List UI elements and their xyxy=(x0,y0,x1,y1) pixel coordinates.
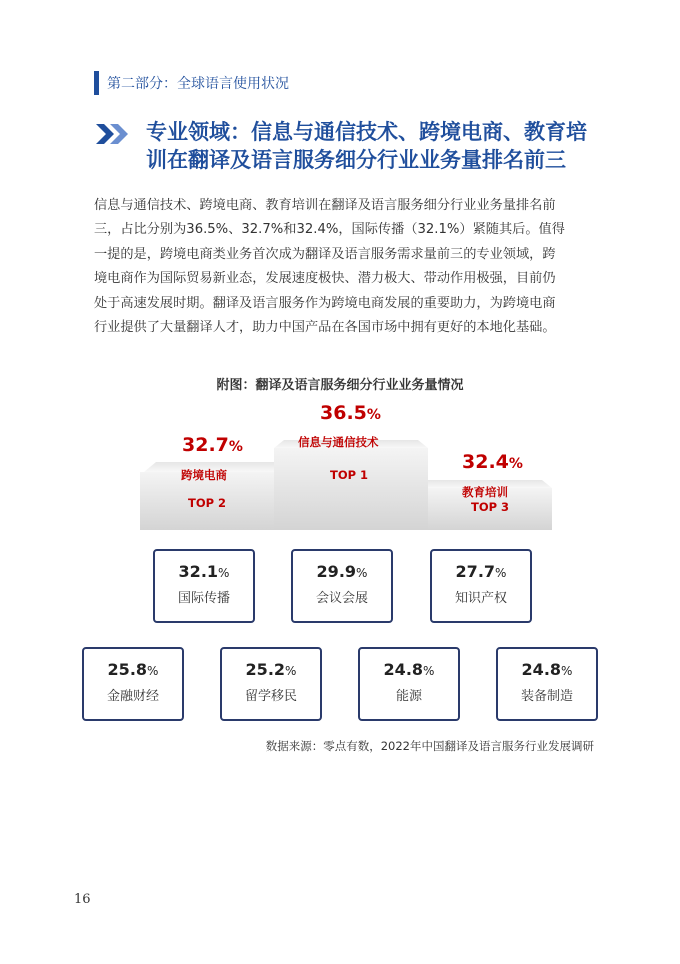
body-line: 境电商作为国际贸易新业态，发展速度极快、潜力极大、带动作用极强，目前仍 xyxy=(94,271,556,287)
stat-box xyxy=(82,647,184,721)
stat-value: 27.7% xyxy=(455,562,507,581)
stat-value: 29.9% xyxy=(316,562,368,581)
podium-step-1 xyxy=(274,448,428,530)
stat-value: 25.8% xyxy=(107,660,159,679)
podium-2-rank: TOP 2 xyxy=(188,496,227,510)
figure-title: 附图：翻译及语言服务细分行业业务量情况 xyxy=(216,378,464,393)
stat-label: 会议会展 xyxy=(315,591,368,606)
stat-value: 32.1% xyxy=(178,562,230,581)
stat-box xyxy=(358,647,460,721)
body-line: 三，占比分别为36.5%、32.7%和32.4%，国际传播（32.1%）紧随其后。值得 xyxy=(94,222,565,238)
stat-box xyxy=(220,647,322,721)
podium-3-label: 教育培训 xyxy=(462,485,508,499)
stat-value: 24.8% xyxy=(383,660,435,679)
double-chevron-icon xyxy=(94,122,138,146)
stat-label: 留学移民 xyxy=(244,689,297,704)
section-label: 第二部分：全球语言使用状况 xyxy=(107,76,289,92)
stat-label: 金融财经 xyxy=(106,689,159,704)
podium-1-rank: TOP 1 xyxy=(330,468,369,482)
body-line: 信息与通信技术、跨境电商、教育培训在翻译及语言服务细分行业业务量排名前 xyxy=(94,198,556,213)
body-line: 处于高速发展时期。翻译及语言服务作为跨境电商发展的重要助力，为跨境电商 xyxy=(94,295,556,311)
section-bar xyxy=(94,71,99,95)
podium-1-value: 36.5% xyxy=(320,402,381,424)
body-line: 一提的是，跨境电商类业务首次成为翻译及语言服务需求量前三的专业领域，跨 xyxy=(94,246,556,262)
data-source: 数据来源：零点有数，2022年中国翻译及语言服务行业发展调研 xyxy=(265,739,594,753)
stat-value: 24.8% xyxy=(521,660,573,679)
podium-3-value: 32.4% xyxy=(462,451,523,473)
body-line: 行业提供了大量翻译人才，助力中国产品在各国市场中拥有更好的本地化基础。 xyxy=(94,320,556,336)
page-number: 16 xyxy=(74,892,91,907)
section-header xyxy=(94,71,289,95)
stat-label: 国际传播 xyxy=(177,591,230,606)
podium-2-label: 跨境电商 xyxy=(181,468,227,482)
stat-box xyxy=(291,549,393,623)
stat-label: 装备制造 xyxy=(520,689,573,704)
podium-2-value: 32.7% xyxy=(182,434,243,456)
stat-box xyxy=(430,549,532,623)
stat-label: 知识产权 xyxy=(454,591,507,606)
page-heading xyxy=(94,118,587,174)
podium-3-rank: TOP 3 xyxy=(471,500,510,514)
stat-box xyxy=(496,647,598,721)
heading-line-2: 训在翻译及语言服务细分行业业务量排名前三 xyxy=(146,148,566,172)
stat-box xyxy=(153,549,255,623)
heading-line-1: 专业领域：信息与通信技术、跨境电商、教育培 xyxy=(146,120,587,144)
body-paragraph xyxy=(94,194,594,340)
stat-label: 能源 xyxy=(395,689,422,704)
stat-value: 25.2% xyxy=(245,660,297,679)
heading-text xyxy=(146,118,587,174)
podium-1-label: 信息与通信技术 xyxy=(298,435,379,449)
